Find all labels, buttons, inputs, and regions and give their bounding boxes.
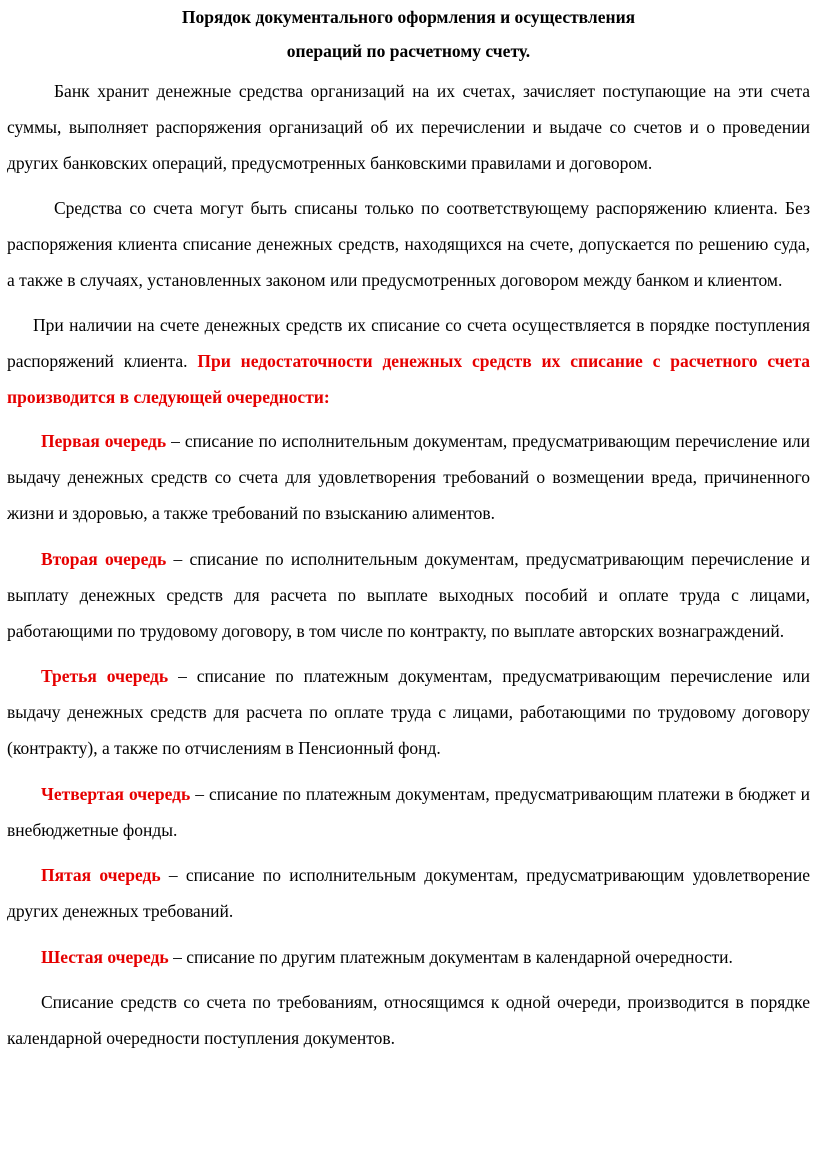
queue-label-sixth: Шестая очередь (41, 947, 169, 967)
queue-text-first: – списание по исполнительным документам, предусматривающим перечисление или выдачу денежных средств со счета для удовлетворения требований о возмещении вреда, причиненного жизни и здоровью, а также требований по взысканию алиментов. (7, 431, 810, 523)
paragraph-calendar-order: Списание средств со счета по требованиям, относящимся к одной очереди, производится в порядке календарной очередности поступления документов. (7, 992, 810, 1048)
queue-item-second (7, 541, 810, 649)
queue-text-sixth: – списание по другим платежным документам в календарной очередности. (168, 947, 733, 967)
queue-item-fourth (7, 776, 810, 848)
paragraph-debit-order (7, 307, 810, 415)
queue-text-second: – списание по исполнительным документам, предусматривающим перечисление и выплату денежных средств для расчета по выплате выходных пособий и оплате труда с лицами, работающими по трудовому договору, в том числе по контракту, по выплате авторских вознаграждений. (7, 549, 810, 641)
title-line-1: Порядок документального оформления и осуществления (181, 7, 636, 27)
paragraph-bank-storage: Банк хранит денежные средства организаций на их счетах, зачисляет поступающие на эти счета суммы, выполняет распоряжения организаций об их перечислении и выдаче со счетов и о проведении других банковских операций, предусмотренных банковскими правилами и договором. (7, 81, 810, 173)
queue-label-first: Первая очередь (41, 431, 167, 451)
queue-item-third (7, 658, 810, 766)
queue-text-fourth: – списание по платежным документам, предусматривающим платежи в бюджет и внебюджетные фонды. (7, 784, 810, 840)
queue-label-fifth: Пятая очередь (41, 865, 161, 885)
document-title (7, 0, 810, 68)
queue-item-fifth (7, 857, 810, 929)
paragraph-debit-order-highlight: При недостаточности денежных средств их списание с расчетного счета производится в следующей очередности: (7, 351, 810, 407)
queue-label-third: Третья очередь (41, 666, 169, 686)
queue-label-fourth: Четвертая очередь (41, 784, 191, 804)
paragraph-debit-order-text: При наличии на счете денежных средств их списание со счета осуществляется в порядке поступления распоряжений клиента. (7, 315, 810, 371)
document-page (7, 0, 810, 1056)
title-line-2: операций по расчетному счету. (286, 41, 531, 61)
queue-item-first (7, 423, 810, 531)
queue-item-sixth (7, 939, 810, 975)
queue-text-third: – списание по платежным документам, предусматривающим перечисление или выдачу денежных средств для расчета по оплате труда с лицами, работающими по трудовому договору (контракту), а также по отчислениям в Пенсионный фонд. (7, 666, 810, 758)
queue-label-second: Вторая очередь (41, 549, 167, 569)
paragraph-debit-conditions: Средства со счета могут быть списаны только по соответствующему распоряжению клиента. Без распоряжения клиента списание денежных средств, находящихся на счете, допускается по решению суда, а также в случаях, установленных законом или предусмотренных договором между банком и клиентом. (7, 198, 810, 290)
queue-text-fifth: – списание по исполнительным документам, предусматривающим удовлетворение других денежных требований. (7, 865, 811, 921)
